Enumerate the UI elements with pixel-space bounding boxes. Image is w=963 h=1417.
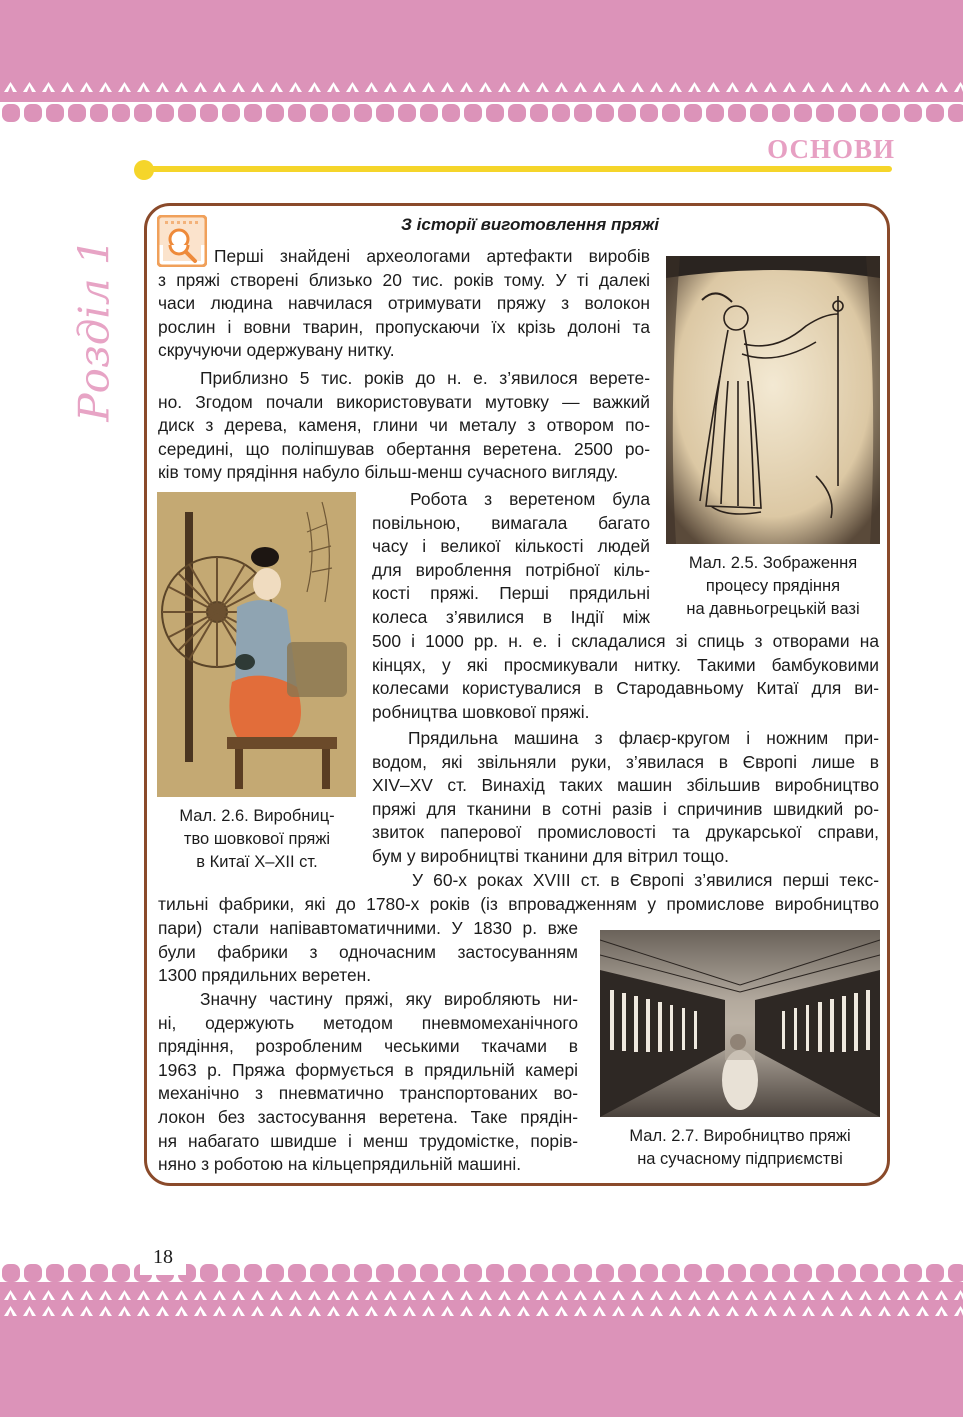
- paragraph-2: [158, 367, 650, 485]
- text-line: з пряжі створені близько 20 тис. років тому. У ті далекі: [158, 269, 650, 290]
- paragraph-5b: [158, 893, 879, 917]
- caption-line: Мал. 2.5. Зображення: [688, 554, 858, 572]
- text-line: повільною, вимагала багато: [372, 512, 650, 533]
- text-line: 1300 прядильних веретен.: [158, 965, 372, 986]
- caption-line: тво шовкової пряжі: [183, 830, 331, 848]
- text-line: Прядильна машина з флаєр-кругом і ножним при-: [408, 728, 879, 748]
- section-title: ОСНОВИ: [767, 134, 895, 164]
- text-line: У 60-х роках XVIII ст. в Європі з’явилися перші текс-: [412, 870, 879, 890]
- magnifier-icon-top: [157, 215, 207, 245]
- text-line: для вироблення потрібної кіль-: [372, 559, 650, 580]
- paragraph-4: [372, 727, 879, 869]
- paragraph-5c: [158, 917, 578, 988]
- caption-line: в Китаї X–XII ст.: [196, 853, 318, 871]
- text-line: колесами користувалися в Стародавньому Китаї для ви-: [372, 678, 879, 699]
- text-line: водом, які звільняли руки, з’явилася в Європі лише в: [372, 751, 879, 772]
- text-line: Значну частину пряжі, яку виробляють ни-: [200, 989, 578, 1009]
- paragraph-5a: [372, 869, 879, 893]
- text-line: часу і великої кількості людей: [372, 536, 650, 557]
- text-line: прядіння, розробленим чеськими ткачами в: [158, 1036, 578, 1057]
- text-line: тильні фабрики, які до 1780-х років (із впровадженням у промислове виробництво: [158, 894, 879, 914]
- paragraph-6: [158, 988, 578, 1177]
- text-line: середині, що поліпшував обертання веретена. 2500 ро-: [158, 438, 650, 459]
- caption-fig-2-5: [660, 552, 886, 621]
- text-line: 1963 р. Пряжа формується в прядильній камері: [158, 1059, 578, 1080]
- chapter-side-label: [64, 238, 124, 422]
- caption-line: на давньогрецькій вазі: [686, 600, 860, 618]
- figure-modern-spinning-factory: [600, 930, 880, 1117]
- text-line: ків тому прядіння набуло більш-менш сучасного вигляду.: [158, 462, 619, 483]
- text-line: пари) стали напівавтоматичними. У 1830 р. вже: [158, 918, 578, 938]
- text-line: звиток паперової промисловості та друкарської справи,: [372, 822, 879, 843]
- paragraph-1: [158, 245, 650, 363]
- text-line: локон без застосування веретена. Таке прядін-: [158, 1106, 578, 1127]
- text-line: бум у виробництві тканини для вітрил тощо.: [372, 845, 729, 866]
- figure-chinese-silk-spinning: [157, 492, 356, 797]
- text-line: робництва шовкової пряжі.: [372, 701, 590, 722]
- text-line: рослин і вовни тварин, пропускаючи їх крізь долоні та: [158, 316, 650, 337]
- top-decorative-band: [0, 0, 963, 130]
- bottom-chevron-row: [0, 1282, 963, 1322]
- paragraph-3-narrow: [372, 488, 650, 630]
- paragraph-3-wide: [372, 630, 879, 724]
- top-scallop-row: [0, 100, 963, 130]
- yellow-rule: [140, 166, 892, 172]
- caption-line: процесу прядіння: [705, 577, 841, 595]
- text-line: ні, одержують методом пневмомеханічного: [158, 1012, 578, 1033]
- text-line: колеса з’явилися в Індії між: [372, 606, 650, 627]
- chapter-label-text: Розділ 1: [69, 238, 119, 422]
- text-line: скручуючи одержувану нитку.: [158, 340, 395, 361]
- text-line: кінцях, у які просмикували нитку. Такими бамбуковими: [372, 654, 879, 675]
- text-line: механічно з пневматично транспортованих во-: [158, 1083, 578, 1104]
- box-title: З історії виготовлення пряжі: [401, 215, 659, 234]
- text-line: 500 і 1000 рр. н. е. і складалися зі спиць з отворами на: [372, 631, 879, 651]
- text-line: часи людина навчилася отримувати пряжу з волокон: [158, 293, 650, 314]
- figure-greek-vase: [666, 256, 880, 544]
- text-line: но. Згодом почали використовувати мутовку — важкий: [158, 391, 650, 412]
- caption-line: Мал. 2.6. Виробниц-: [179, 807, 335, 825]
- text-line: ня набагато швидше і менш трудомістке, порів-: [158, 1130, 578, 1151]
- top-chevron-row: [0, 74, 963, 102]
- text-line: кості пряжі. Перші прядильні: [372, 583, 650, 604]
- text-line: Робота з веретеном була: [410, 489, 650, 509]
- text-line: були фабрики з одночасним застосуванням: [158, 941, 578, 962]
- text-line: диск з дерева, каменя, глини чи металу з отвором по-: [158, 415, 650, 436]
- page-number: 18: [140, 1245, 186, 1275]
- caption-fig-2-7: [596, 1125, 884, 1171]
- text-line: пряжі для тканини в сотні разів і спричинив швидкий ро-: [372, 798, 879, 819]
- text-line: XIV–XV ст. Винахід таких машин збільшив виробництво: [372, 775, 879, 796]
- caption-line: Мал. 2.7. Виробництво пряжі: [629, 1127, 851, 1145]
- text-line: Приблизно 5 тис. років до н. е. з’явилося верете-: [200, 368, 650, 388]
- text-line: няно з роботою на кільцепрядильній машині.: [158, 1154, 522, 1175]
- caption-fig-2-6: [152, 805, 362, 874]
- caption-line: на сучасному підприємстві: [637, 1150, 843, 1168]
- bottom-decorative-band: [0, 1252, 963, 1417]
- text-line: Перші знайдені археологами артефакти виробів: [214, 246, 650, 266]
